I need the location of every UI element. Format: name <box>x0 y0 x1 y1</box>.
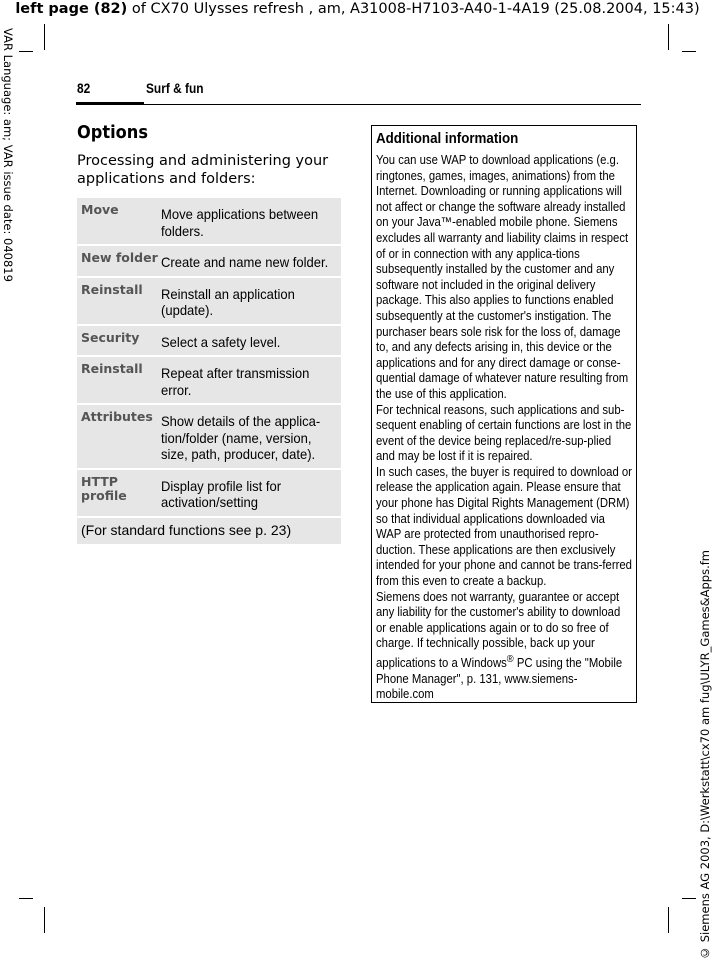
option-term: Move <box>81 202 119 217</box>
option-description: Display profile list for activation/setting <box>161 477 282 510</box>
additional-info-box <box>371 125 637 703</box>
info-title: Additional information <box>376 131 519 147</box>
info-text: PC using the "Mobile Phone Manager", p. 131, www.siemens-mobile.com <box>376 656 623 702</box>
info-paragraph <box>376 590 633 703</box>
header-rule-thick <box>76 102 144 105</box>
crop-mark <box>668 24 669 50</box>
crop-mark <box>19 898 33 899</box>
crop-mark <box>668 907 669 933</box>
var-language-note: VAR Language: am; VAR issue date: 040819 <box>1 28 15 282</box>
options-heading: Options <box>77 122 148 143</box>
page-number: 82 <box>77 80 91 96</box>
table-row <box>77 357 341 403</box>
info-body <box>376 153 633 703</box>
document-header <box>0 0 715 18</box>
crop-mark <box>44 907 45 933</box>
option-description: Create and name new folder. <box>161 254 329 270</box>
options-footnote: (For standard functions see p. 23) <box>77 518 341 544</box>
table-row <box>77 198 341 244</box>
option-term: HTTP profile <box>81 473 127 503</box>
option-term: Attributes <box>81 409 153 424</box>
table-row <box>77 278 341 324</box>
info-paragraph: In such cases, the buyer is required to download or release the application again. Please ensure that your phone has Digital Rights Management (DRM) so that individual applications downloaded via WAP are protected from unauthorised repro-duction. These applications are then exclusively intended for your phone and cannot be trans-ferred from this even to create a backup. <box>376 464 632 589</box>
header-details: of CX70 Ulysses refresh , am, A31008-H7103-A40-1-4A19 (25.08.2004, 15:43) <box>127 1 700 17</box>
option-description: Show details of the applica-tion/folder (name, version, size, path, producer, date). <box>161 413 321 462</box>
options-intro: Processing and administering your applications and folders: <box>77 153 329 187</box>
crop-mark <box>44 24 45 50</box>
header-rule <box>144 104 641 105</box>
option-term: Security <box>81 329 140 345</box>
table-row <box>77 405 341 468</box>
section-title: Surf & fun <box>146 80 204 96</box>
option-term: Reinstall <box>81 281 143 297</box>
option-term: Reinstall <box>81 361 143 376</box>
side-note-left <box>0 28 18 328</box>
table-row <box>77 326 341 356</box>
crop-mark <box>682 898 696 899</box>
option-term: New folder <box>81 250 158 265</box>
crop-mark <box>682 51 696 52</box>
header-page-label: left page (82) <box>15 1 128 17</box>
options-table <box>77 198 341 544</box>
option-description: Move applications between folders. <box>161 206 319 239</box>
registered-mark: ® <box>506 654 514 665</box>
option-description: Repeat after transmission error. <box>161 365 310 398</box>
side-note-right <box>697 520 715 960</box>
table-row <box>77 246 341 276</box>
option-description: Reinstall an application (update). <box>161 285 295 318</box>
table-row <box>77 470 341 516</box>
copyright-note: © Siemens AG 2003, D:\Werkstatt\cx70 am fug\ULYR_Games&Apps.fm <box>698 550 712 960</box>
info-paragraph: For technical reasons, such applications and sub-sequent enabling of certain functions are lost in the event of the device being replaced/re-sup-plied and may be lost if it is repaired. <box>376 402 632 464</box>
info-paragraph: You can use WAP to download applications (e.g. ringtones, games, images, animations) from the Internet. Downloading or running applications will not affect or change the software already installed on your Java™-enabled mobile phone. Siemens excludes all warranty and liability claims in respect of or in connection with any applica-tions subsequently installed by the customer and any software not included in the original delivery package. This also applies to functions enabled subsequently at the customer's instigation. The purchaser bears sole risk for the loss of, damage to, and any defects arising in, this device or the applications and for any direct damage or conse-quential damage of whatever nature resulting from the use of this application. <box>376 153 629 401</box>
option-description: Select a safety level. <box>161 333 281 350</box>
crop-mark <box>19 51 33 52</box>
info-text: Siemens does not warranty, guarantee or accept any liability for the customer's ability to download or enable applications again or to do so free of charge. If technically possible, back up your applications to a Windows <box>376 589 621 671</box>
